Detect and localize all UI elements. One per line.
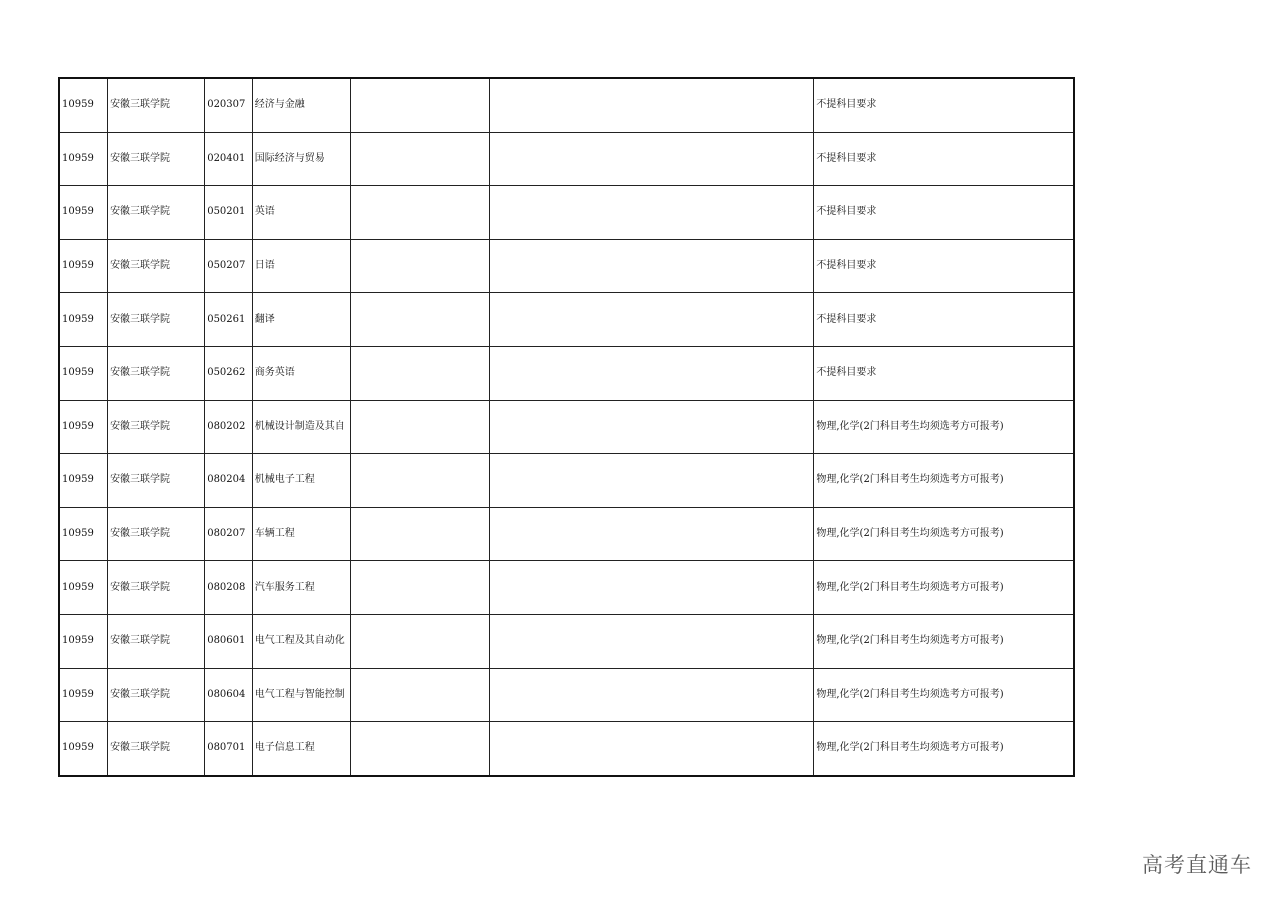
major-name-cell: 汽车服务工程 — [252, 561, 350, 615]
school-name-cell: 安徽三联学院 — [108, 722, 205, 776]
empty-cell — [489, 293, 814, 347]
school-code-cell: 10959 — [59, 78, 108, 132]
subject-requirement-cell: 不提科目要求 — [814, 293, 1074, 347]
school-name-cell: 安徽三联学院 — [108, 346, 205, 400]
major-code-cell: 080604 — [205, 668, 253, 722]
empty-cell — [350, 454, 489, 508]
table-row — [59, 293, 1074, 347]
major-code-cell: 050261 — [205, 293, 253, 347]
empty-cell — [350, 78, 489, 132]
school-code-cell: 10959 — [59, 561, 108, 615]
major-code-cell: 080601 — [205, 614, 253, 668]
major-name-cell: 电子信息工程 — [252, 722, 350, 776]
major-name-cell: 日语 — [252, 239, 350, 293]
major-code-cell: 050201 — [205, 186, 253, 240]
subject-requirements-table — [58, 77, 1075, 777]
empty-cell — [350, 400, 489, 454]
major-code-cell: 050207 — [205, 239, 253, 293]
school-name-cell: 安徽三联学院 — [108, 186, 205, 240]
empty-cell — [489, 561, 814, 615]
empty-cell — [350, 132, 489, 186]
school-name-cell: 安徽三联学院 — [108, 561, 205, 615]
major-code-cell: 080208 — [205, 561, 253, 615]
empty-cell — [350, 561, 489, 615]
major-name-cell: 车辆工程 — [252, 507, 350, 561]
table-row — [59, 507, 1074, 561]
empty-cell — [350, 614, 489, 668]
empty-cell — [489, 239, 814, 293]
empty-cell — [350, 668, 489, 722]
school-name-cell: 安徽三联学院 — [108, 239, 205, 293]
table-row — [59, 186, 1074, 240]
major-name-cell: 商务英语 — [252, 346, 350, 400]
empty-cell — [489, 722, 814, 776]
empty-cell — [350, 186, 489, 240]
school-code-cell: 10959 — [59, 668, 108, 722]
empty-cell — [489, 132, 814, 186]
empty-cell — [350, 346, 489, 400]
school-code-cell: 10959 — [59, 614, 108, 668]
school-name-cell: 安徽三联学院 — [108, 614, 205, 668]
table-row — [59, 132, 1074, 186]
table-row — [59, 78, 1074, 132]
empty-cell — [489, 507, 814, 561]
empty-cell — [489, 346, 814, 400]
major-name-cell: 电气工程与智能控制 — [252, 668, 350, 722]
school-code-cell: 10959 — [59, 239, 108, 293]
school-code-cell: 10959 — [59, 400, 108, 454]
school-code-cell: 10959 — [59, 454, 108, 508]
subject-requirement-cell: 不提科目要求 — [814, 239, 1074, 293]
subject-requirement-cell: 不提科目要求 — [814, 186, 1074, 240]
major-name-cell: 机械设计制造及其自 — [252, 400, 350, 454]
subject-requirement-cell: 不提科目要求 — [814, 132, 1074, 186]
major-name-cell: 翻译 — [252, 293, 350, 347]
empty-cell — [489, 186, 814, 240]
major-code-cell: 080701 — [205, 722, 253, 776]
table-row — [59, 454, 1074, 508]
table-row — [59, 561, 1074, 615]
major-code-cell: 020307 — [205, 78, 253, 132]
empty-cell — [350, 239, 489, 293]
empty-cell — [350, 293, 489, 347]
table-row — [59, 400, 1074, 454]
major-name-cell: 英语 — [252, 186, 350, 240]
subject-requirement-cell: 物理,化学(2门科目考生均须选考方可报考) — [814, 722, 1074, 776]
subject-requirement-cell: 物理,化学(2门科目考生均须选考方可报考) — [814, 561, 1074, 615]
school-code-cell: 10959 — [59, 722, 108, 776]
subject-requirement-cell: 物理,化学(2门科目考生均须选考方可报考) — [814, 400, 1074, 454]
empty-cell — [350, 507, 489, 561]
school-name-cell: 安徽三联学院 — [108, 293, 205, 347]
major-code-cell: 080204 — [205, 454, 253, 508]
table-row — [59, 614, 1074, 668]
table-row — [59, 668, 1074, 722]
major-code-cell: 080207 — [205, 507, 253, 561]
empty-cell — [489, 668, 814, 722]
table-row — [59, 722, 1074, 776]
empty-cell — [489, 454, 814, 508]
school-name-cell: 安徽三联学院 — [108, 400, 205, 454]
table-row — [59, 346, 1074, 400]
empty-cell — [489, 614, 814, 668]
school-name-cell: 安徽三联学院 — [108, 78, 205, 132]
school-name-cell: 安徽三联学院 — [108, 507, 205, 561]
school-code-cell: 10959 — [59, 132, 108, 186]
subject-requirement-cell: 物理,化学(2门科目考生均须选考方可报考) — [814, 454, 1074, 508]
empty-cell — [489, 78, 814, 132]
major-code-cell: 020401 — [205, 132, 253, 186]
major-code-cell: 050262 — [205, 346, 253, 400]
watermark-text: 高考直通车 — [1142, 853, 1252, 877]
subject-requirement-cell: 物理,化学(2门科目考生均须选考方可报考) — [814, 668, 1074, 722]
school-code-cell: 10959 — [59, 507, 108, 561]
subject-requirement-cell: 不提科目要求 — [814, 78, 1074, 132]
subject-requirement-cell: 物理,化学(2门科目考生均须选考方可报考) — [814, 507, 1074, 561]
major-code-cell: 080202 — [205, 400, 253, 454]
major-name-cell: 电气工程及其自动化 — [252, 614, 350, 668]
school-name-cell: 安徽三联学院 — [108, 132, 205, 186]
school-name-cell: 安徽三联学院 — [108, 668, 205, 722]
school-code-cell: 10959 — [59, 186, 108, 240]
table-body — [59, 78, 1074, 776]
empty-cell — [489, 400, 814, 454]
table-row — [59, 239, 1074, 293]
school-code-cell: 10959 — [59, 293, 108, 347]
subject-requirement-cell: 不提科目要求 — [814, 346, 1074, 400]
major-name-cell: 国际经济与贸易 — [252, 132, 350, 186]
school-name-cell: 安徽三联学院 — [108, 454, 205, 508]
major-name-cell: 经济与金融 — [252, 78, 350, 132]
subject-requirement-cell: 物理,化学(2门科目考生均须选考方可报考) — [814, 614, 1074, 668]
major-name-cell: 机械电子工程 — [252, 454, 350, 508]
school-code-cell: 10959 — [59, 346, 108, 400]
empty-cell — [350, 722, 489, 776]
